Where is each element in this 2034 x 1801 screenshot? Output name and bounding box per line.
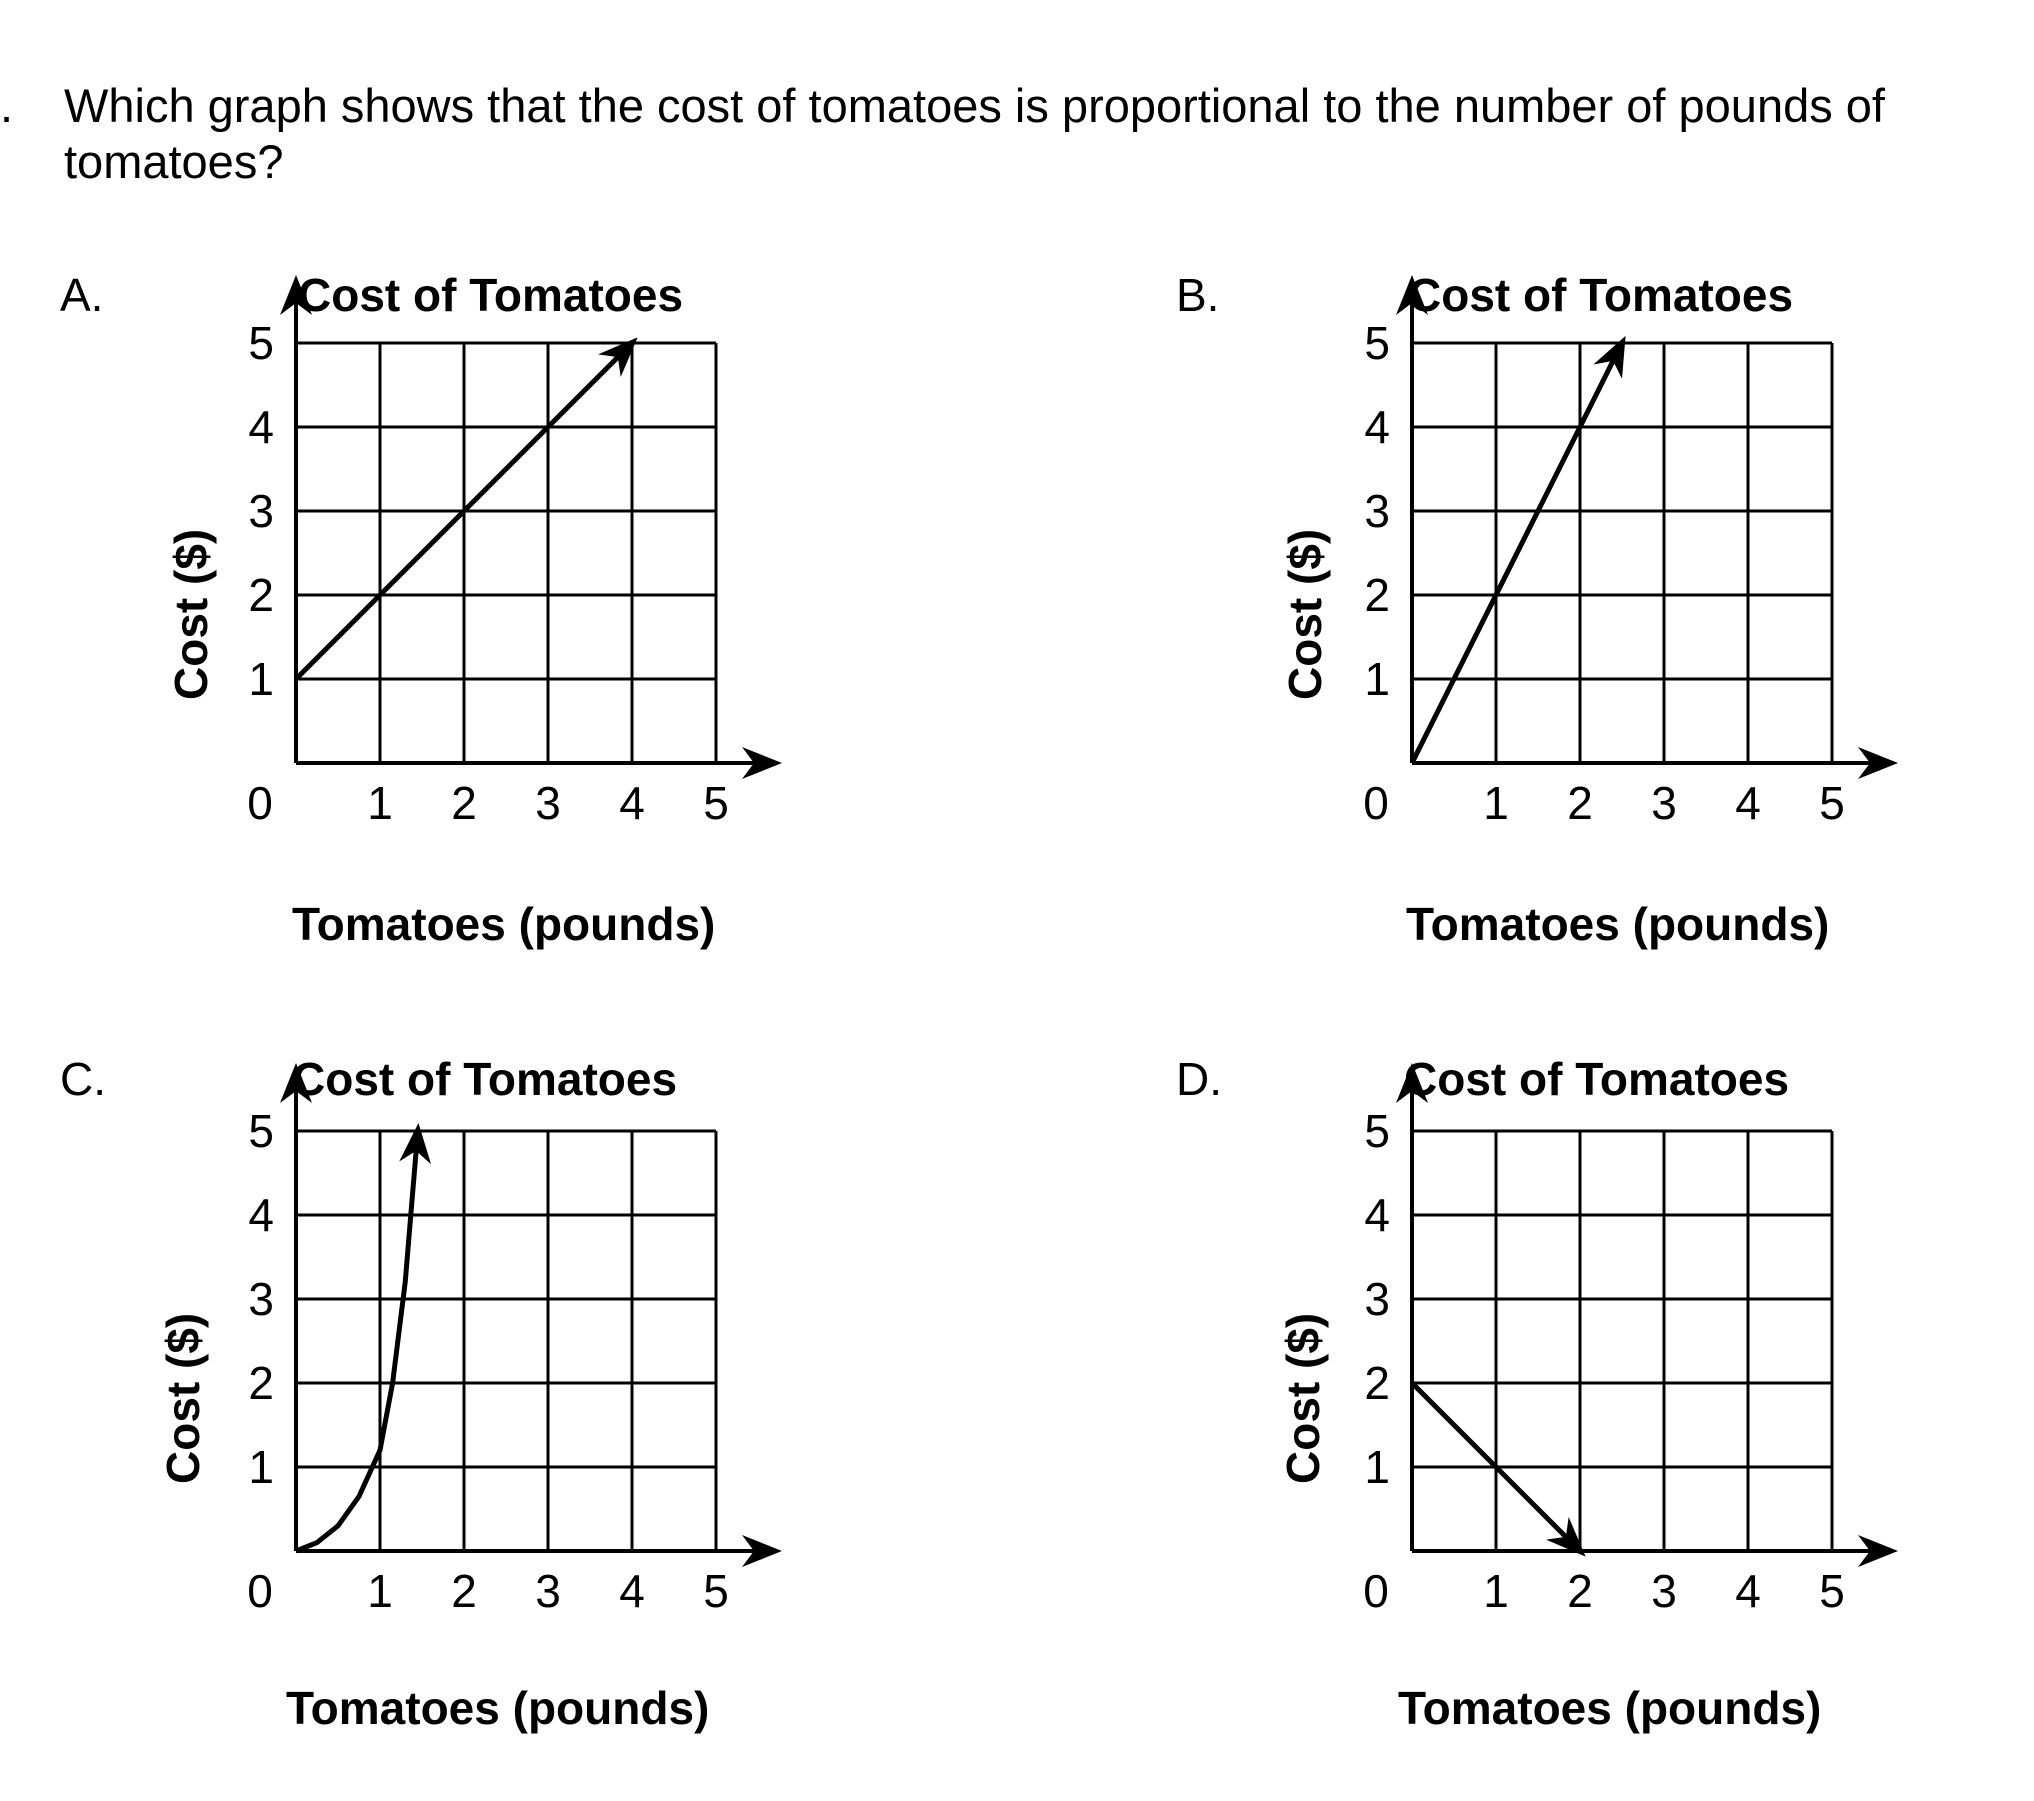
question-number: . [0,79,14,132]
y-tick-label: 4 [248,1189,274,1241]
chart-title: Cost of Tomatoes [1408,269,1794,321]
y-tick-label: 3 [248,485,274,537]
x-axis-label: Tomatoes (pounds) [286,1682,710,1734]
x-tick-label: 5 [703,1565,729,1617]
x-tick-label: 0 [247,777,273,829]
x-tick-label: 3 [535,1565,561,1617]
x-tick-label: 5 [1819,1565,1845,1617]
grid [296,1131,716,1551]
y-tick-label: 2 [248,569,274,621]
y-axis-label: Cost ($) [157,1312,209,1484]
x-tick-label: 4 [619,1565,645,1617]
y-axis-label: Cost ($) [165,528,217,700]
chart-plot [1176,262,2034,962]
option-letter[interactable]: D. [1176,1053,1222,1105]
y-tick-label: 4 [248,401,274,453]
x-axis-label: Tomatoes (pounds) [1398,1682,1822,1734]
question-text: Which graph shows that the cost of tomatoes is proportional to the number of pounds of tomatoes? [64,79,1885,188]
chart-d [1176,1048,2034,1748]
y-tick-label: 3 [248,1273,274,1325]
x-tick-label: 1 [367,1565,393,1617]
y-tick-label: 1 [248,1441,274,1493]
grid [1412,1131,1832,1551]
x-tick-label: 0 [1363,1565,1389,1617]
x-tick-label: 0 [247,1565,273,1617]
y-tick-label: 1 [1364,1441,1390,1493]
y-axis-label: Cost ($) [1279,528,1331,700]
chart-plot [60,1048,960,1748]
y-tick-label: 3 [1364,485,1390,537]
x-tick-label: 2 [1567,777,1593,829]
y-tick-label: 5 [248,317,274,369]
x-tick-label: 3 [1651,777,1677,829]
chart-c [60,1048,960,1748]
series-line [296,1131,418,1551]
x-tick-label: 2 [1567,1565,1593,1617]
y-tick-label: 4 [1364,1189,1390,1241]
chart-a [60,262,960,962]
y-tick-label: 4 [1364,401,1390,453]
series-line [1412,343,1622,763]
chart-plot [1176,1048,2034,1748]
y-tick-label: 5 [1364,317,1390,369]
y-tick-label: 1 [1364,653,1390,705]
y-tick-label: 2 [1364,569,1390,621]
option-letter[interactable]: B. [1176,269,1220,321]
chart-title: Cost of Tomatoes [292,1053,678,1105]
chart-title: Cost of Tomatoes [1404,1053,1790,1105]
x-axis-label: Tomatoes (pounds) [292,898,716,950]
y-tick-label: 2 [248,1357,274,1409]
x-tick-label: 3 [535,777,561,829]
x-tick-label: 2 [451,777,477,829]
grid [1412,343,1832,763]
option-letter[interactable]: C. [60,1053,106,1105]
x-axis-label: Tomatoes (pounds) [1406,898,1830,950]
x-tick-label: 5 [703,777,729,829]
x-tick-label: 3 [1651,1565,1677,1617]
x-tick-label: 4 [1735,777,1761,829]
y-axis-label: Cost ($) [1277,1312,1329,1484]
grid [296,343,716,763]
chart-plot [60,262,960,962]
y-tick-label: 5 [248,1105,274,1157]
x-tick-label: 1 [1483,777,1509,829]
y-tick-label: 5 [1364,1105,1390,1157]
y-tick-label: 3 [1364,1273,1390,1325]
x-tick-label: 5 [1819,777,1845,829]
y-tick-label: 1 [248,653,274,705]
x-tick-label: 1 [1483,1565,1509,1617]
x-tick-label: 4 [1735,1565,1761,1617]
y-tick-label: 2 [1364,1357,1390,1409]
x-tick-label: 0 [1363,777,1389,829]
x-tick-label: 1 [367,777,393,829]
chart-title: Cost of Tomatoes [298,269,684,321]
chart-b [1176,262,2034,962]
option-letter[interactable]: A. [60,269,104,321]
x-tick-label: 2 [451,1565,477,1617]
x-tick-label: 4 [619,777,645,829]
